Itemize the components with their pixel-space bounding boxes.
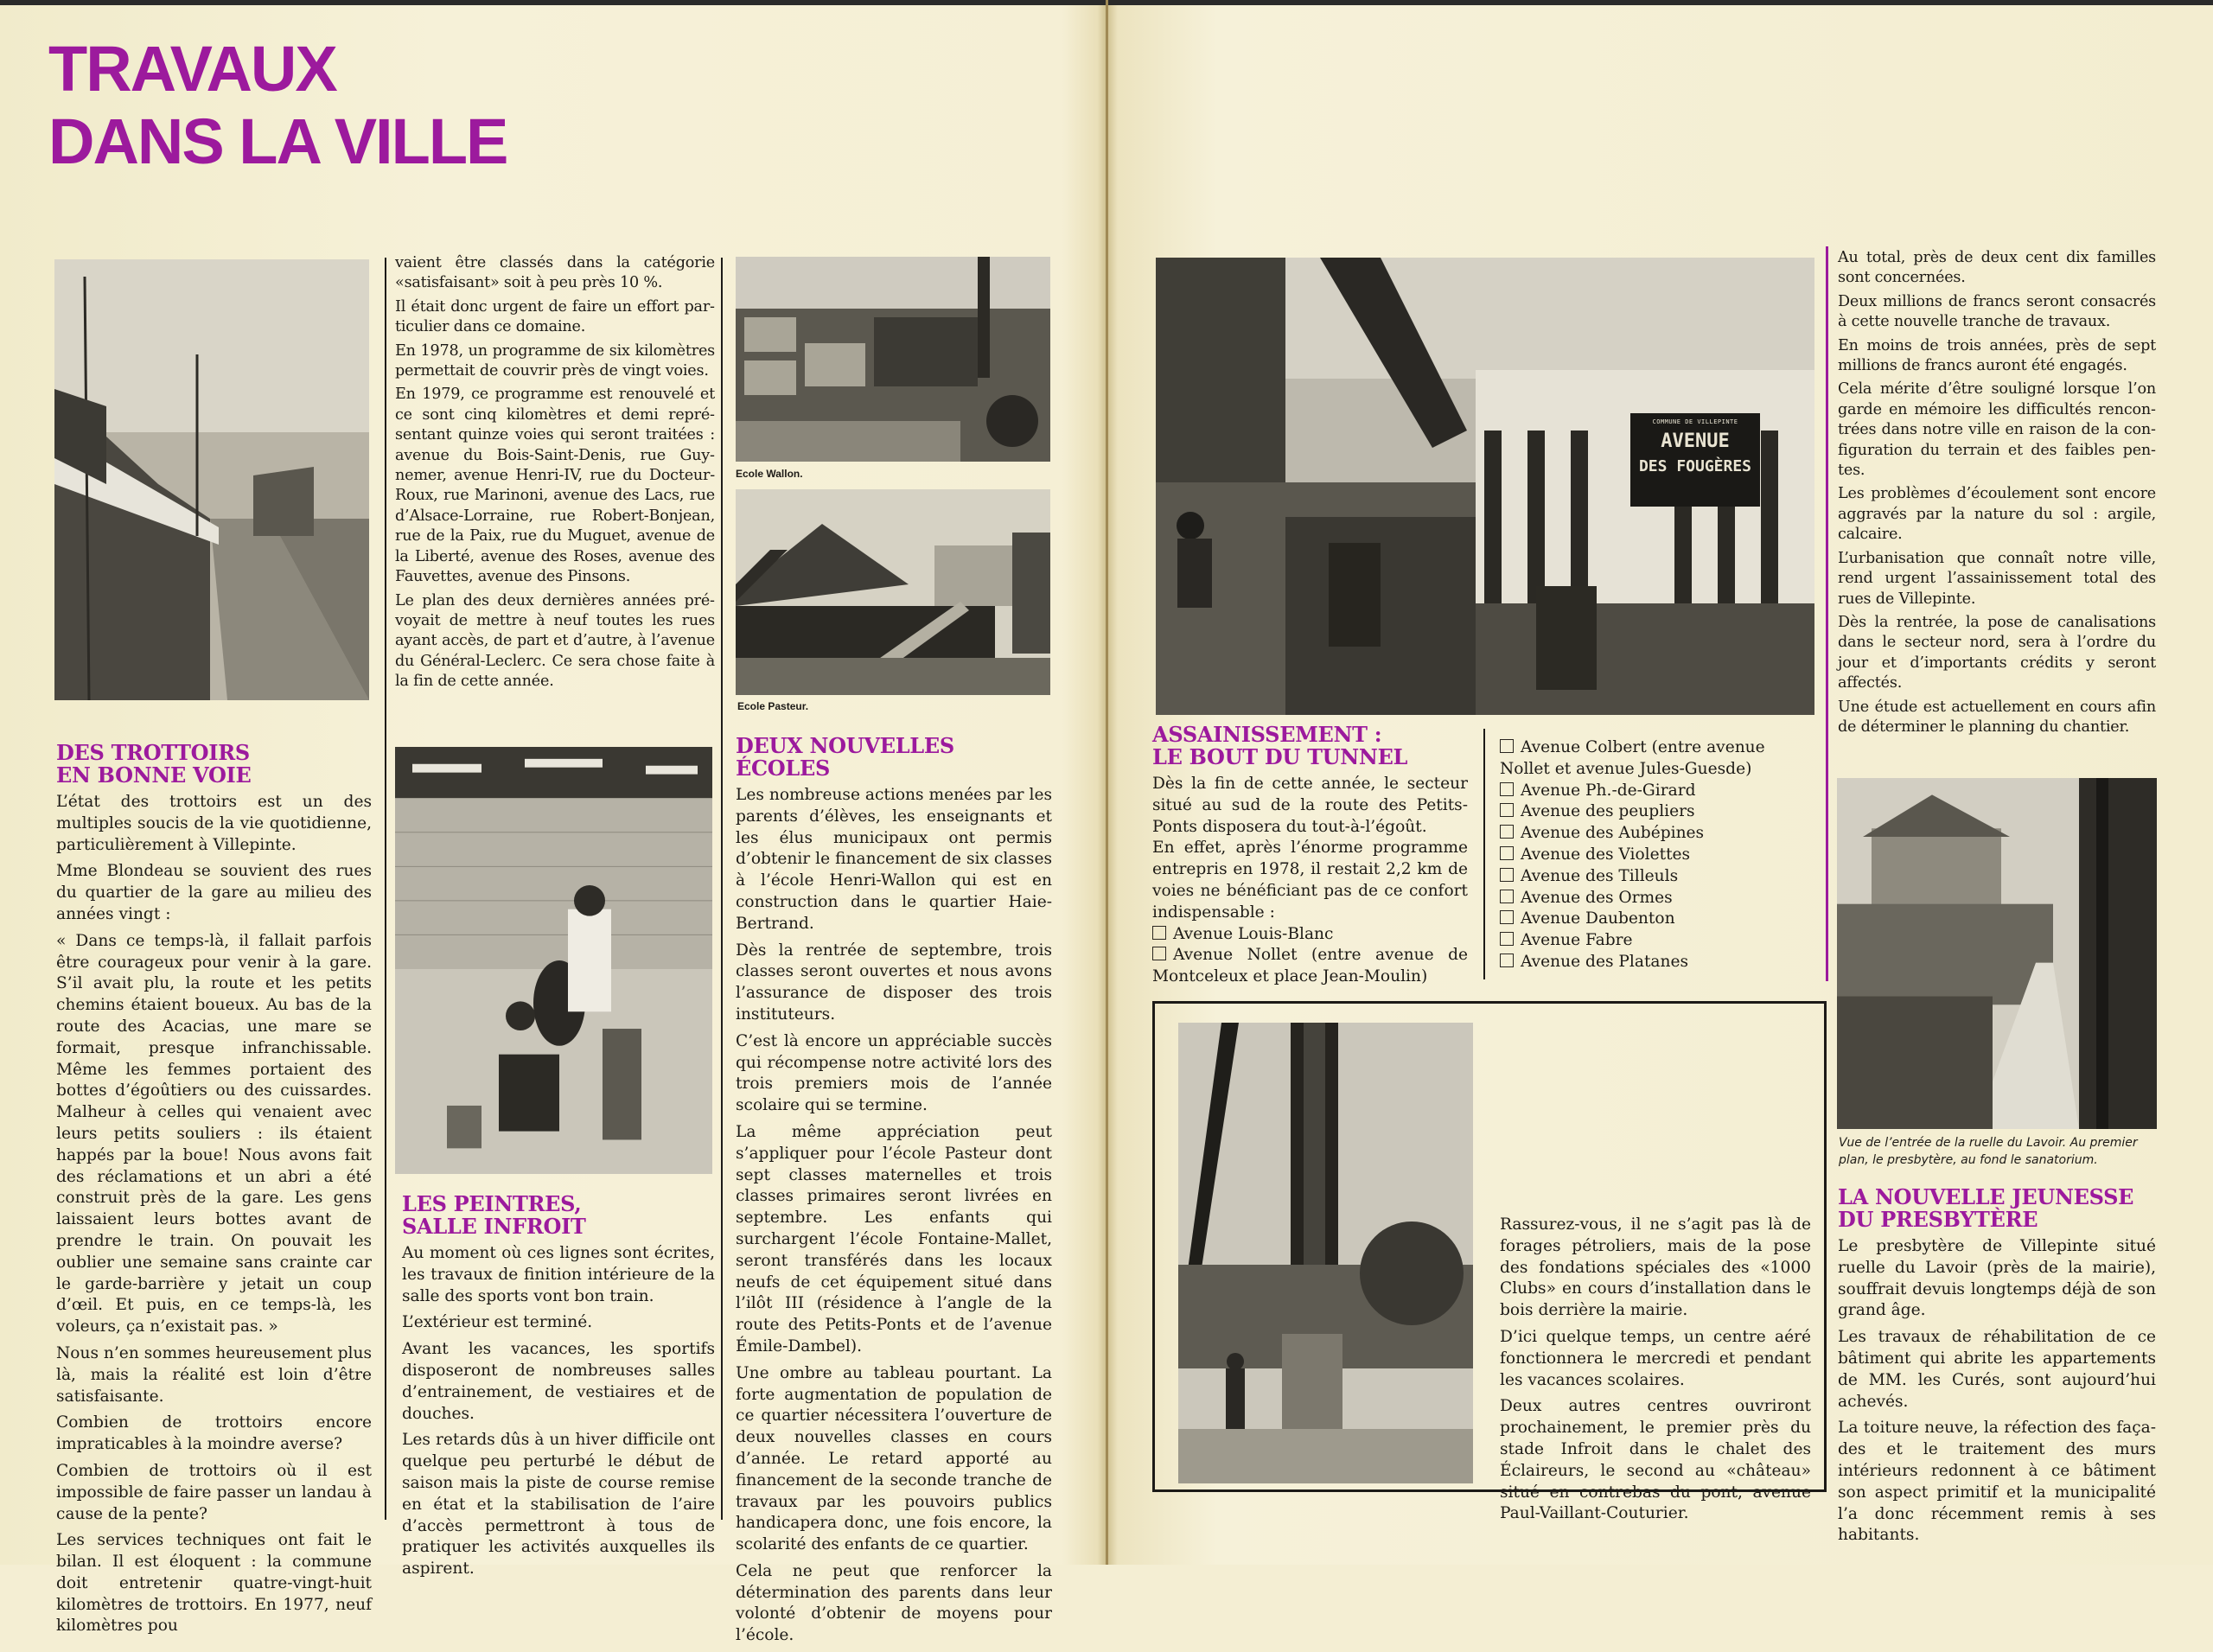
caption-presbytere: Vue de l’entrée de la ruelle du Lavoir. Au premier plan, le presbytère, au fond le sanatorium. [1839,1136,2138,1167]
street-item: Avenue Fabre [1500,930,1815,952]
checkbox-icon [1500,868,1514,882]
paragraph: Une étude est actuellement en cours afin de déterminer le planning du chantier. [1838,698,2156,736]
paragraph: Les services techniques ont fait le bilan. Il est éloquent : la commune doit entretenir quatre-vingt-huit kilomètres de trottoirs. En 1977, neuf kilomètres pou [56,1531,372,1636]
checkbox-icon [1500,782,1514,796]
checkbox-icon [1500,803,1514,817]
sign-top: COMMUNE DE VILLEPINTE [1652,418,1738,425]
paragraph: Deux autres centres ouvriront prochainement, le premier près du stade Infroit dans le chalet des Éclaireurs, le second au «château» situé en contrebas du pont, avenue Paul-Vaillant-Couturier. [1500,1397,1811,1523]
street-item: Avenue des peupliers [1500,801,1815,823]
heading-peintres: LES PEINTRES, SALLE INFROIT [402,1191,586,1239]
article-presbytere [1838,1186,2156,1552]
paragraph: Les nombreuse actions menées par les parents d’élèves, les enseignants et les élus municipaux ont permis d’obtenir le financement de six classes à l’école Henri-Wallon qui est en construction dans le quartier Haie-Bertrand. [736,786,1052,933]
paragraph: Il était donc urgent de faire un effort particulier dans ce domaine. [395,297,715,336]
street-photo-icon [54,259,369,700]
paragraph: Combien de trottoirs encore impraticables à la moindre averse? [56,1413,372,1454]
street-photo [54,259,369,700]
heading-assainissement: ASSAINISSEMENT : LE BOUT DU TUNNEL [1152,722,1408,769]
paragraph: Mme Blondeau se souvient des rues du quartier de la gare au milieu des années vingt : [56,862,372,923]
paragraph: Le presbytère de Villepinte situé ruelle du Lavoir (près de la mairie), souffrait devuis longtemps déjà de son grand âge. [1838,1237,2156,1320]
checkbox-icon [1500,739,1514,753]
construction-photo-icon [736,257,1050,462]
paragraph: Une ombre au tableau pourtant. La forte augmentation de population de ce quartier nécessitera l’ouverture de deux nouvelles classes en cours d’année. Le retard apporté au financement de la seconde tranche de travaux par les pouvoirs publics handicapera donc, une fois encore, la scolarité des enfants de ce quartier. [736,1363,1052,1554]
lane-photo-icon [1837,778,2157,1129]
checkbox-icon [1500,954,1514,967]
paragraph: Dès la rentrée de septembre, trois classes seront ouvertes et nous avons l’assurance de disposer des trois instituteurs. [736,941,1052,1024]
checkbox-icon [1500,846,1514,860]
street-item: Avenue Louis-Blanc [1152,924,1468,946]
street-checklist-left [1152,924,1468,988]
checkbox-icon [1152,926,1166,940]
checkbox-icon [1500,910,1514,924]
street-item: Avenue des Tilleuls [1500,866,1815,888]
heading-trottoirs: DES TROTTOIRS EN BONNE VOIE [56,740,252,788]
checkbox-icon [1500,825,1514,839]
paragraph: C’est là encore un appréciable succès qui récompense notre activité lors des trois premiers mois de l’année scolaire qui se termine. [736,1031,1052,1115]
drilling-rig-photo-icon [1178,1023,1473,1483]
street-checklist-right [1500,737,1815,973]
street-item: Avenue des Aubépines [1500,823,1815,845]
sign-line-1: AVENUE [1661,431,1730,452]
paragraph: « Dans ce temps-là, il fallait parfois être courageux pour venir à la gare. S’il avait plu, la route et les petits chemins étaient boueux. Au bas de la route des Acacias, une mare se formait, presque infranchissable. Même les femmes portaient des bottes d’égoûtiers ou des cuissardes. Malheur à celles qui venaient avec leurs petits souliers : ils étaient happés par la boue! Nous avons fait des réclamations et un abri a été construit près de la gare. Les gens laissaient leurs bottes avant de prendre le train. On pouvait les oublier une semaine sans crainte car le garde-barrière y jetait un coup d’œil. Et puis, en ce temps-là, les voleurs, ça n’existait pas. » [56,931,372,1336]
paragraph: Avant les vacances, les sportifs disposeront de nombreuses salles d’entrainement, de vestiaires et de douches. [402,1340,715,1423]
paragraph: Dès la rentrée, la pose de canalisations dans le secteur nord, sera à l’ordre du jour et d’importants crédits y seront affectés. [1838,613,2156,692]
ecole-pasteur-photo [736,489,1050,695]
street-item: Avenue Nollet (entre avenue de Montceleux et place Jean-Moulin) [1152,946,1468,986]
column-divider [1483,729,1485,979]
school-building-photo-icon [736,489,1050,695]
paragraph: Au total, près de deux cent dix familles sont concernées. [1838,249,2156,287]
paragraph: D’ici quelque temps, un centre aéré fonctionnera le mercredi et pendant les vacances scolaires. [1500,1327,1811,1389]
paragraph: Rassurez-vous, il ne s’agit pas là de forages pétroliers, mais de la pose des fondations spéciales des «1000 Clubs» en cours d’installation dans le bois derrière la mairie. [1500,1215,1811,1320]
checkbox-icon [1500,890,1514,903]
paragraph: En effet, après l’énorme programme entrepris en 1978, il restait 2,2 km de voies ne bénéficiant pas de ce confort indispensable : [1152,839,1468,922]
street-list-right [1500,737,1815,973]
drilling-rig-photo [1178,1023,1473,1483]
paragraph: Au moment où ces lignes sont écrites, les travaux de finition intérieure de la salle des sports vont bon train. [402,1244,715,1305]
paragraph: En 1979, ce programme est renouvelé et ce sont cinq kilomètres et demi représentant quinze voies qui seront traitées : avenue du Bois-Saint-Denis, rue Guynemer, avenue Henri-IV, rue du Docteur-Roux, rue Marinoni, avenue des Lacs, rue d’Alsace-Lorraine, rue Robert-Bonjean, rue de la Paix, rue du Muguet, avenue de la Liberté, avenue des Roses, avenue des Fauvettes, avenue des Pinsons. [395,386,715,586]
paragraph: Combien de trottoirs où il est impossible de faire passer un landau à cause de la pente? [56,1461,372,1523]
checkbox-icon [1152,947,1166,960]
sign-line-2: DES FOUGÈRES [1638,457,1752,475]
painters-photo [395,747,712,1174]
page-title [48,33,507,178]
paragraph: Dès la fin de cette année, le secteur situé au sud de la route des Petits-Ponts disposera du tout-à-l’égoût. [1152,775,1468,836]
spine-gutter [1106,0,1108,1565]
paragraph: Cela ne peut que renforcer la détermination des parents dans leur volonté d’obtenir de moyens pour l’école. [736,1561,1052,1645]
paragraph: Deux millions de francs seront consacrés à cette nouvelle tranche de travaux. [1838,292,2156,331]
paragraph: Les retards dûs à un hiver difficile ont quelque peu perturbé le début de saison mais la piste de course remise en état et la stabilisation de l’aire d’accès permettront à tous de pratiquer les activités auxquelles ils aspirent. [402,1431,715,1579]
paragraph: vaient être classés dans la catégorie «satisfaisant» soit à peu près 10 %. [395,254,715,292]
paragraph: L’urbanisation que connaît notre ville, rend urgent l’assainissement total des rues de Villepinte. [1838,549,2156,608]
street-sign [1630,413,1760,507]
paragraph: Les travaux de réhabilitation de ce bâtiment qui abrite les appartements de MM. les Curés, sont aujourd’hui achevés. [1838,1328,2156,1411]
heading-presbytere: LA NOUVELLE JEUNESSE DU PRESBYTÈRE [1838,1184,2134,1232]
caption-ecole-pasteur: Ecole Pasteur. [737,700,809,712]
paragraph: Cela mérite d’être souligné lorsque l’on garde en mémoire les difficultés rencontrées dans notre ville en raison de la configuration du terrain et des faibles pentes. [1838,380,2156,480]
title-line-2: DANS LA VILLE [48,105,507,177]
heading-ecoles: DEUX NOUVELLES ÉCOLES [736,733,954,781]
paragraph: L’extérieur est terminé. [402,1313,593,1332]
paragraph: Le plan des deux dernières années prévoyait de mettre à neuf toutes les rues ayant accès, de part et d’autre, à l’avenue du Général-Leclerc. Ce sera chose faite à la fin de cette année. [395,591,715,691]
article-assainissement-continued [1838,248,2156,741]
street-item: Avenue des Platanes [1500,952,1815,973]
street-item: Avenue Colbert (entre avenue Nollet et avenue Jules-Guesde) [1500,738,1765,778]
purple-divider [1826,246,1828,981]
street-item: Avenue Daubenton [1500,909,1815,930]
paragraph: En 1978, un programme de six kilomètres permettait de couvrir près de vingt voies. [395,341,715,380]
column-divider [721,258,723,1520]
paragraph: La même appréciation peut s’appliquer pour l’école Pasteur dont sept classes maternelles et trois classes primaires seront livrées en septembre. Les enfants qui surchargent l’école Fontaine-Mallet, seront transférés dans les locaux neufs de cet équipement situé dans l’ilôt III (résidence à l’angle de la route des Petits-Ponts et de l’avenue Émile-Dambel). [736,1122,1052,1355]
paragraph: Nous n’en sommes heureusement plus là, mais la réalité est loin d’être satisfaisante. [56,1343,372,1406]
painters-photo-icon [395,747,712,1174]
article-assainissement [1152,724,1468,988]
paragraph: En moins de trois années, près de sept millions de francs auront été engagés. [1838,336,2156,375]
title-line-1: TRAVAUX [48,33,336,105]
street-item: Avenue des Violettes [1500,845,1815,866]
article-trottoirs-continued [395,253,715,696]
article-forage [1500,1215,1811,1530]
street-item: Avenue des Ormes [1500,888,1815,909]
paragraph: L’état des trottoirs est un des multiples soucis de la vie quotidienne, particulièrement à Villepinte. [56,793,372,854]
article-trottoirs [56,742,372,1642]
checkbox-icon [1500,932,1514,946]
article-peintres [402,1193,715,1585]
paragraph: Les problèmes d’écoulement sont encore aggravés par la nature du sol : argile, calcaire. [1838,485,2156,544]
column-divider [385,258,386,1520]
ecole-wallon-photo [736,257,1050,462]
caption-ecole-wallon: Ecole Wallon. [736,468,803,480]
street-item: Avenue Ph.-de-Girard [1500,781,1815,802]
article-ecoles [736,735,1052,1652]
paragraph: La toiture neuve, la réfection des façades et le traitement des murs intérieurs redonnent à ce bâtiment son aspect primitif et la municipalité l’a donc récemment remis à ses habitants. [1838,1419,2156,1545]
presbytere-photo [1837,778,2157,1129]
